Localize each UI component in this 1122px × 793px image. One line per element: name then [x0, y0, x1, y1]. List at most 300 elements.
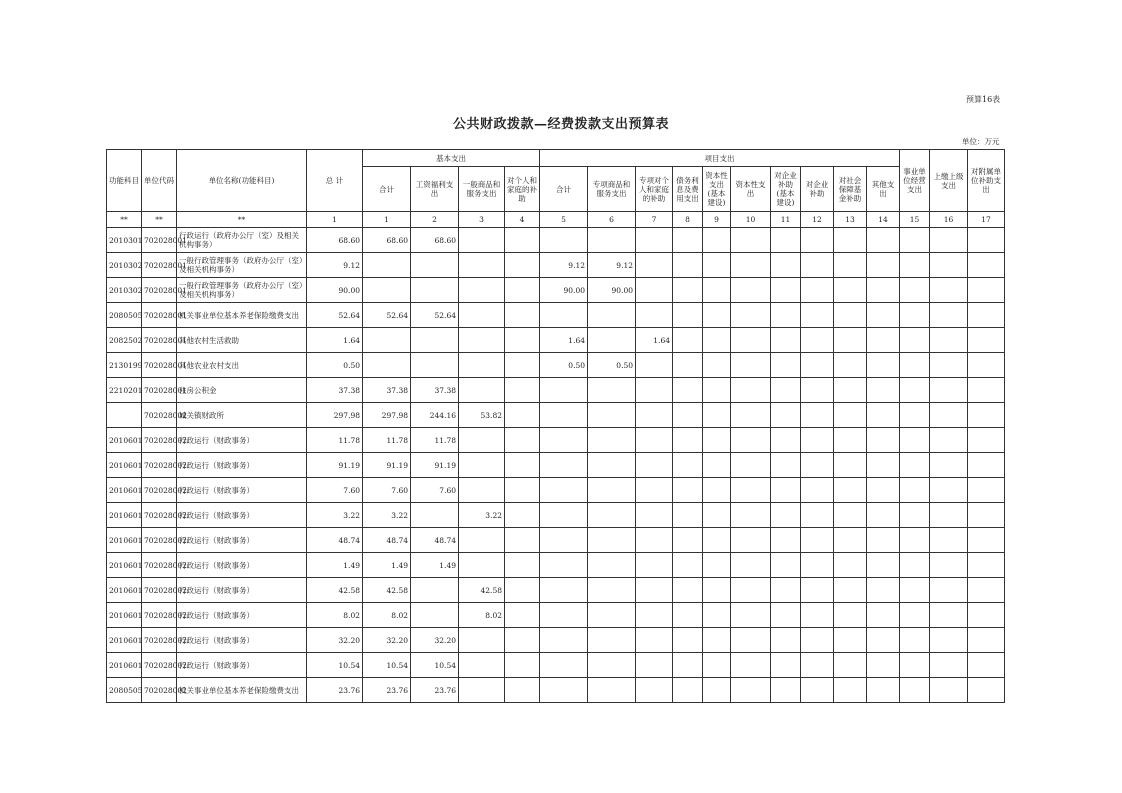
amount-cell	[673, 528, 703, 553]
amount-cell	[411, 278, 459, 303]
amount-cell	[801, 328, 834, 353]
func-subject-cell: 2010601	[107, 453, 142, 478]
amount-cell	[636, 653, 673, 678]
header-project-9: 其他支出	[867, 167, 900, 212]
amount-cell	[673, 578, 703, 603]
amount-cell: 1.49	[307, 553, 363, 578]
amount-cell	[968, 278, 1005, 303]
table-row	[107, 353, 1005, 378]
amount-cell	[801, 653, 834, 678]
amount-cell	[540, 403, 588, 428]
amount-cell	[834, 678, 867, 703]
func-subject-cell: 2210201	[107, 378, 142, 403]
index-cell: **	[142, 212, 177, 228]
amount-cell: 8.02	[307, 603, 363, 628]
amount-cell	[771, 628, 801, 653]
amount-cell	[673, 478, 703, 503]
unit-code-cell: 702028002	[142, 503, 177, 528]
amount-cell	[867, 278, 900, 303]
amount-cell: 0.50	[540, 353, 588, 378]
amount-cell	[834, 628, 867, 653]
header-extra-1: 上缴上级支出	[930, 150, 968, 212]
unit-name-cell: 行政运行（财政事务）	[177, 478, 307, 503]
index-cell: 1	[363, 212, 411, 228]
table-row	[107, 503, 1005, 528]
amount-cell	[459, 653, 505, 678]
amount-cell	[540, 378, 588, 403]
amount-cell	[834, 428, 867, 453]
amount-cell	[900, 678, 930, 703]
amount-cell	[540, 628, 588, 653]
unit-code-cell: 702028002	[142, 553, 177, 578]
amount-cell	[459, 328, 505, 353]
amount-cell	[801, 578, 834, 603]
amount-cell	[673, 428, 703, 453]
amount-cell	[636, 278, 673, 303]
amount-cell	[588, 653, 636, 678]
unit-code-cell: 702028002	[142, 603, 177, 628]
amount-cell	[731, 553, 771, 578]
header-project-1: 专项商品和服务支出	[588, 167, 636, 212]
amount-cell	[867, 578, 900, 603]
amount-cell	[636, 353, 673, 378]
amount-cell	[540, 428, 588, 453]
func-subject-cell: 2010302	[107, 253, 142, 278]
func-subject-cell: 2130199	[107, 353, 142, 378]
amount-cell	[731, 403, 771, 428]
amount-cell	[900, 528, 930, 553]
table-row	[107, 628, 1005, 653]
amount-cell	[636, 228, 673, 253]
func-subject-cell: 2010302	[107, 278, 142, 303]
amount-cell	[771, 478, 801, 503]
amount-cell	[636, 528, 673, 553]
amount-cell	[703, 353, 731, 378]
amount-cell	[968, 353, 1005, 378]
amount-cell	[930, 278, 968, 303]
amount-cell	[673, 253, 703, 278]
amount-cell	[930, 603, 968, 628]
func-subject-cell: 2010601	[107, 603, 142, 628]
amount-cell	[505, 303, 540, 328]
index-cell: 15	[900, 212, 930, 228]
amount-cell	[801, 478, 834, 503]
amount-cell	[930, 503, 968, 528]
amount-cell	[459, 453, 505, 478]
amount-cell	[968, 403, 1005, 428]
unit-name-cell: 一般行政管理事务（政府办公厅（室）及相关机构事务）	[177, 253, 307, 278]
amount-cell	[505, 228, 540, 253]
amount-cell	[731, 578, 771, 603]
unit-code-cell: 702028001	[142, 303, 177, 328]
amount-cell	[636, 478, 673, 503]
unit-name-cell: 行政运行（财政事务）	[177, 453, 307, 478]
amount-cell	[505, 653, 540, 678]
amount-cell	[636, 303, 673, 328]
amount-cell	[968, 653, 1005, 678]
unit-code-cell: 702028002	[142, 453, 177, 478]
header-project-0: 合计	[540, 167, 588, 212]
amount-cell: 11.78	[363, 428, 411, 453]
amount-cell	[771, 453, 801, 478]
amount-cell: 1.64	[636, 328, 673, 353]
amount-cell	[968, 453, 1005, 478]
amount-cell	[968, 253, 1005, 278]
index-cell: 8	[673, 212, 703, 228]
amount-cell	[867, 503, 900, 528]
amount-cell	[771, 328, 801, 353]
amount-cell	[867, 628, 900, 653]
amount-cell	[801, 278, 834, 303]
amount-cell	[588, 678, 636, 703]
unit-name-cell: 行政运行（财政事务）	[177, 428, 307, 453]
amount-cell	[771, 253, 801, 278]
amount-cell	[834, 353, 867, 378]
amount-cell	[834, 503, 867, 528]
amount-cell: 9.12	[540, 253, 588, 278]
amount-cell	[459, 528, 505, 553]
unit-code-cell: 702028002	[142, 578, 177, 603]
amount-cell: 48.74	[411, 528, 459, 553]
amount-cell: 7.60	[363, 478, 411, 503]
amount-cell	[459, 378, 505, 403]
header-project-3: 债务利息及费用支出	[673, 167, 703, 212]
amount-cell: 37.38	[307, 378, 363, 403]
table-row	[107, 278, 1005, 303]
amount-cell	[673, 228, 703, 253]
amount-cell	[411, 353, 459, 378]
amount-cell	[900, 353, 930, 378]
amount-cell	[703, 678, 731, 703]
index-cell: 4	[505, 212, 540, 228]
amount-cell	[459, 628, 505, 653]
amount-cell: 90.00	[307, 278, 363, 303]
amount-cell	[801, 253, 834, 278]
amount-cell	[731, 478, 771, 503]
amount-cell	[505, 578, 540, 603]
amount-cell	[636, 678, 673, 703]
table-row	[107, 403, 1005, 428]
amount-cell: 32.20	[307, 628, 363, 653]
amount-cell	[867, 403, 900, 428]
amount-cell	[636, 453, 673, 478]
amount-cell	[673, 653, 703, 678]
amount-cell: 52.64	[363, 303, 411, 328]
amount-cell	[731, 328, 771, 353]
amount-cell	[540, 528, 588, 553]
amount-cell	[411, 253, 459, 278]
unit-code-cell: 702028001	[142, 378, 177, 403]
amount-cell	[673, 603, 703, 628]
page-title: 公共财政拨款—经费拨款支出预算表	[452, 117, 669, 132]
amount-cell	[588, 403, 636, 428]
amount-cell	[867, 528, 900, 553]
amount-cell: 68.60	[363, 228, 411, 253]
amount-cell: 91.19	[411, 453, 459, 478]
amount-cell	[930, 303, 968, 328]
amount-cell	[731, 603, 771, 628]
amount-cell	[900, 228, 930, 253]
table-header	[107, 150, 1005, 212]
amount-cell	[459, 253, 505, 278]
amount-cell	[930, 428, 968, 453]
amount-cell	[636, 403, 673, 428]
amount-cell	[505, 328, 540, 353]
amount-cell: 7.60	[411, 478, 459, 503]
amount-cell	[636, 628, 673, 653]
amount-cell	[930, 453, 968, 478]
amount-cell	[801, 428, 834, 453]
amount-cell	[968, 678, 1005, 703]
header-unit-code: 单位代码	[142, 150, 177, 212]
amount-cell	[588, 628, 636, 653]
func-subject-cell: 2010601	[107, 578, 142, 603]
unit-name-cell: 行政运行（财政事务）	[177, 653, 307, 678]
amount-cell	[771, 378, 801, 403]
amount-cell	[801, 378, 834, 403]
unit-code-cell: 702028001	[142, 353, 177, 378]
amount-cell	[900, 653, 930, 678]
amount-cell	[771, 553, 801, 578]
amount-cell	[930, 528, 968, 553]
table-row	[107, 678, 1005, 703]
func-subject-cell: 2010601	[107, 478, 142, 503]
amount-cell	[968, 228, 1005, 253]
amount-cell	[540, 553, 588, 578]
amount-cell: 1.49	[363, 553, 411, 578]
amount-cell	[731, 253, 771, 278]
amount-cell	[801, 303, 834, 328]
amount-cell	[505, 253, 540, 278]
header-project-7: 对企业补助	[801, 167, 834, 212]
amount-cell: 244.16	[411, 403, 459, 428]
func-subject-cell: 2082502	[107, 328, 142, 353]
amount-cell	[731, 378, 771, 403]
amount-cell	[968, 303, 1005, 328]
amount-cell	[801, 403, 834, 428]
amount-cell	[673, 278, 703, 303]
amount-cell	[673, 503, 703, 528]
amount-cell	[588, 478, 636, 503]
func-subject-cell: 2010601	[107, 528, 142, 553]
amount-cell	[900, 628, 930, 653]
amount-cell	[459, 228, 505, 253]
amount-cell: 1.49	[411, 553, 459, 578]
amount-cell	[834, 653, 867, 678]
amount-cell: 48.74	[363, 528, 411, 553]
amount-cell	[801, 528, 834, 553]
amount-cell	[363, 253, 411, 278]
amount-cell: 0.50	[307, 353, 363, 378]
amount-cell	[771, 403, 801, 428]
amount-cell: 90.00	[540, 278, 588, 303]
amount-cell	[867, 653, 900, 678]
amount-cell	[673, 453, 703, 478]
amount-cell	[801, 628, 834, 653]
amount-cell	[834, 603, 867, 628]
amount-cell	[771, 278, 801, 303]
amount-cell	[588, 578, 636, 603]
amount-cell	[834, 578, 867, 603]
amount-cell	[968, 628, 1005, 653]
unit-name-cell: 机关事业单位基本养老保险缴费支出	[177, 678, 307, 703]
header-unit-name: 单位名称(功能科目)	[177, 150, 307, 212]
amount-cell	[540, 578, 588, 603]
amount-cell	[636, 253, 673, 278]
amount-cell	[968, 603, 1005, 628]
amount-cell	[834, 403, 867, 428]
amount-cell: 8.02	[459, 603, 505, 628]
amount-cell	[703, 603, 731, 628]
amount-cell	[834, 378, 867, 403]
amount-cell	[540, 453, 588, 478]
amount-cell	[801, 353, 834, 378]
index-cell: 11	[771, 212, 801, 228]
table-row	[107, 578, 1005, 603]
header-project-6: 对企业补助(基本建设)	[771, 167, 801, 212]
amount-cell	[968, 503, 1005, 528]
amount-cell	[673, 353, 703, 378]
table-row	[107, 603, 1005, 628]
unit-name-cell: 行政运行（财政事务）	[177, 628, 307, 653]
amount-cell	[459, 278, 505, 303]
amount-cell	[834, 528, 867, 553]
amount-cell	[703, 528, 731, 553]
amount-cell: 10.54	[363, 653, 411, 678]
amount-cell	[636, 503, 673, 528]
amount-cell: 11.78	[307, 428, 363, 453]
amount-cell	[363, 328, 411, 353]
header-project-8: 对社会保障基金补助	[834, 167, 867, 212]
header-extra-2: 对附属单位补助支出	[968, 150, 1005, 212]
budget-table	[106, 149, 1005, 703]
header-extra-0: 事业单位经营支出	[900, 150, 930, 212]
amount-cell: 90.00	[588, 278, 636, 303]
amount-cell: 9.12	[588, 253, 636, 278]
amount-cell	[731, 428, 771, 453]
amount-cell	[540, 603, 588, 628]
amount-cell	[801, 503, 834, 528]
unit-code-cell: 702028002	[142, 428, 177, 453]
amount-cell	[900, 503, 930, 528]
amount-cell	[703, 403, 731, 428]
amount-cell	[363, 353, 411, 378]
func-subject-cell: 2010301	[107, 228, 142, 253]
amount-cell	[636, 553, 673, 578]
amount-cell	[411, 603, 459, 628]
amount-cell: 1.64	[307, 328, 363, 353]
amount-cell	[636, 378, 673, 403]
unit-name-cell: 行政运行（财政事务）	[177, 603, 307, 628]
amount-cell	[771, 503, 801, 528]
func-subject-cell: 2080505	[107, 678, 142, 703]
header-basic-2: 一般商品和服务支出	[459, 167, 505, 212]
amount-cell: 11.78	[411, 428, 459, 453]
amount-cell	[930, 678, 968, 703]
amount-cell: 68.60	[307, 228, 363, 253]
amount-cell	[731, 228, 771, 253]
amount-cell	[703, 328, 731, 353]
amount-cell	[801, 603, 834, 628]
amount-cell	[731, 528, 771, 553]
amount-cell: 0.50	[588, 353, 636, 378]
amount-cell: 37.38	[411, 378, 459, 403]
amount-cell: 37.38	[363, 378, 411, 403]
amount-cell: 53.82	[459, 403, 505, 428]
amount-cell	[588, 453, 636, 478]
unit-name-cell: 住房公积金	[177, 378, 307, 403]
table-row	[107, 528, 1005, 553]
amount-cell	[540, 228, 588, 253]
amount-cell	[867, 678, 900, 703]
table-row	[107, 478, 1005, 503]
amount-cell	[588, 303, 636, 328]
amount-cell	[968, 528, 1005, 553]
header-basic-0: 合计	[363, 167, 411, 212]
amount-cell	[867, 453, 900, 478]
amount-cell	[930, 228, 968, 253]
amount-cell	[930, 353, 968, 378]
func-subject-cell	[107, 403, 142, 428]
table-row	[107, 228, 1005, 253]
amount-cell: 42.58	[459, 578, 505, 603]
unit-name-cell: 城关镇财政所	[177, 403, 307, 428]
amount-cell: 42.58	[363, 578, 411, 603]
amount-cell	[505, 628, 540, 653]
amount-cell	[363, 278, 411, 303]
header-project-group: 项目支出	[540, 150, 900, 167]
amount-cell	[867, 378, 900, 403]
amount-cell: 23.76	[363, 678, 411, 703]
amount-cell	[505, 278, 540, 303]
amount-cell: 3.22	[459, 503, 505, 528]
unit-code-cell: 702028002	[142, 478, 177, 503]
amount-cell	[930, 553, 968, 578]
amount-cell	[771, 603, 801, 628]
amount-cell: 32.20	[411, 628, 459, 653]
amount-cell: 52.64	[411, 303, 459, 328]
amount-cell	[930, 328, 968, 353]
amount-cell	[900, 453, 930, 478]
amount-cell	[703, 303, 731, 328]
table-row	[107, 453, 1005, 478]
amount-cell	[703, 278, 731, 303]
amount-cell	[834, 328, 867, 353]
amount-cell	[731, 353, 771, 378]
amount-cell	[834, 478, 867, 503]
amount-cell	[771, 428, 801, 453]
amount-cell	[968, 578, 1005, 603]
amount-cell	[505, 428, 540, 453]
unit-code-cell: 702028001	[142, 328, 177, 353]
table-body	[107, 228, 1005, 703]
amount-cell: 297.98	[307, 403, 363, 428]
unit-name-cell: 机关事业单位基本养老保险缴费支出	[177, 303, 307, 328]
amount-cell	[411, 578, 459, 603]
amount-cell	[459, 478, 505, 503]
unit-name-cell: 行政运行（财政事务）	[177, 578, 307, 603]
unit-code-cell: 702028001	[142, 253, 177, 278]
index-cell: **	[177, 212, 307, 228]
amount-cell: 23.76	[411, 678, 459, 703]
amount-cell	[867, 253, 900, 278]
func-subject-cell: 2010601	[107, 628, 142, 653]
amount-cell	[900, 403, 930, 428]
amount-cell: 9.12	[307, 253, 363, 278]
amount-cell	[900, 303, 930, 328]
unit-name-cell: 一般行政管理事务（政府办公厅（室）及相关机构事务）	[177, 278, 307, 303]
amount-cell: 3.22	[363, 503, 411, 528]
